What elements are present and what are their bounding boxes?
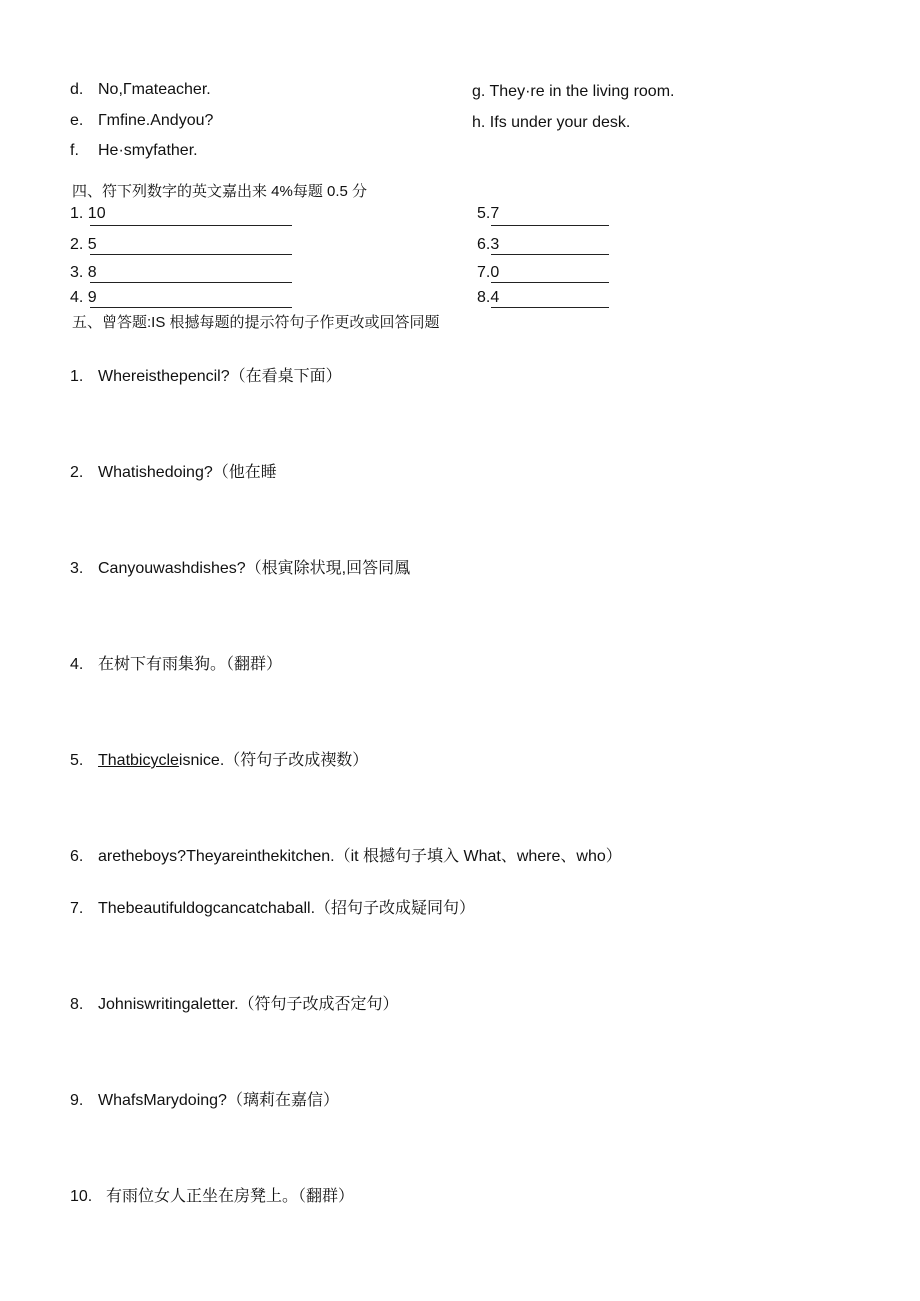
option-d [70, 80, 211, 100]
question-text: Whereisthepencil?（在看桌下面） [98, 368, 342, 385]
option-text: Гmfine.Andyou? [98, 112, 214, 129]
question-number: 4. [70, 656, 84, 673]
option-text: They·re in the living room. [489, 83, 675, 100]
number-item [70, 263, 97, 283]
number-label: 6.3 [477, 236, 500, 253]
answer-line[interactable] [491, 254, 609, 255]
question-6 [70, 847, 622, 867]
question-text: 在树下有雨集狗。（翻群） [98, 656, 283, 673]
number-item [477, 288, 499, 308]
question-text: isnice.（符句子改成禊数） [178, 752, 369, 769]
question-number: 1. [70, 368, 84, 385]
answer-line[interactable] [491, 307, 609, 308]
answer-line[interactable] [90, 254, 292, 255]
option-key: h. [472, 114, 486, 131]
question-text: Johniswritingaletter.（符句子改成否定句） [98, 996, 399, 1013]
number-label: 5.7 [477, 205, 500, 222]
number-label: 8.4 [477, 289, 500, 306]
number-label: 7.0 [477, 264, 500, 281]
option-key: d. [70, 81, 84, 98]
question-number: 8. [70, 996, 84, 1013]
question-9 [70, 1091, 339, 1111]
number-label: 3. 8 [70, 264, 97, 281]
number-label: 4. 9 [70, 289, 97, 306]
option-text: Ifs under your desk. [489, 114, 631, 131]
number-item [70, 288, 97, 308]
question-text: aretheboys?Theyareinthekitchen.（it 根撼句子填入 What、where、who） [98, 848, 622, 865]
section-4-heading: 四、符下列数字的英文嘉出来 4%每题 0.5 分 [72, 183, 368, 200]
option-g [472, 82, 674, 102]
number-item [477, 204, 499, 224]
option-h [472, 113, 630, 133]
option-text: He·smyfather. [98, 142, 198, 159]
number-label: 1. 10 [70, 205, 106, 222]
question-number: 9. [70, 1092, 84, 1109]
question-text: Whatishedoing?（他在睡 [98, 464, 277, 481]
question-1 [70, 367, 342, 387]
answer-line[interactable] [90, 282, 292, 283]
question-text: Canyouwashdishes?（根寅除状現,回答同鳳 [98, 560, 411, 577]
question-number: 10. [70, 1188, 93, 1205]
question-number: 6. [70, 848, 84, 865]
answer-line[interactable] [90, 225, 292, 226]
option-f [70, 141, 198, 161]
question-5 [70, 751, 368, 771]
question-7 [70, 899, 475, 919]
option-key: f. [70, 142, 79, 159]
underlined-phrase: Thatbicycle [98, 752, 179, 769]
option-key: g. [472, 83, 486, 100]
option-text: No,Гmateacher. [98, 81, 211, 98]
question-text: 有雨位女人正坐在房凳上。（翻群） [106, 1188, 355, 1205]
question-text: WhafsMarydoing?（璃莉在嘉信） [98, 1092, 339, 1109]
question-2 [70, 463, 277, 483]
number-item [477, 235, 499, 255]
option-e [70, 111, 213, 131]
answer-line[interactable] [491, 282, 609, 283]
question-number: 5. [70, 752, 84, 769]
question-8 [70, 995, 399, 1015]
question-number: 2. [70, 464, 84, 481]
number-item [477, 263, 499, 283]
question-10 [70, 1187, 354, 1207]
answer-line[interactable] [491, 225, 609, 226]
answer-line[interactable] [90, 307, 292, 308]
question-number: 3. [70, 560, 84, 577]
question-4 [70, 655, 282, 675]
question-3 [70, 559, 410, 579]
section-5-heading: 五、曾答题:IS 根撼每题的提示符句子作更改或回答同题 [72, 314, 440, 331]
option-key: e. [70, 112, 84, 129]
number-item [70, 235, 97, 255]
question-text: Thebeautifuldogcancatchaball.（招句子改成疑同句） [98, 900, 476, 917]
question-number: 7. [70, 900, 84, 917]
number-item [70, 204, 106, 224]
number-label: 2. 5 [70, 236, 97, 253]
